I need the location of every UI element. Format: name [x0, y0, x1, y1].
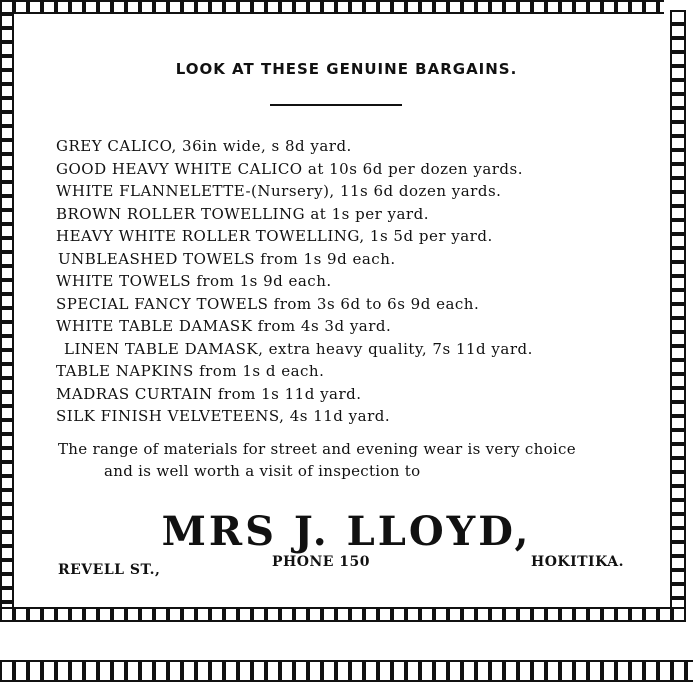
note-line: and is well worth a visit of inspection to	[104, 462, 421, 480]
list-item: LINEN TABLE DAMASK, extra heavy quality, 7s 11d yard.	[64, 339, 533, 358]
list-item: MADRAS CURTAIN from 1s 11d yard.	[56, 384, 362, 403]
list-item: SPECIAL FANCY TOWELS from 3s 6d to 6s 9d each.	[56, 294, 480, 313]
closing-note	[58, 438, 576, 482]
list-item: WHITE TOWELS from 1s 9d each.	[56, 272, 332, 290]
list-item: WHITE FLANNELETTE-(Nursery), 11s 6d dozen yards.	[56, 182, 502, 200]
divider-rule	[270, 104, 402, 106]
list-item: TABLE NAPKINS from 1s d each.	[56, 362, 325, 380]
list-item: GOOD HEAVY WHITE CALICO at 10s 6d per dozen yards.	[56, 159, 523, 178]
phone-number: PHONE 150	[272, 554, 371, 570]
store-name: MRS J. LLOYD,	[161, 508, 532, 555]
list-item: UNBLEASHED TOWELS from 1s 9d each.	[58, 249, 396, 268]
headline: LOOK AT THESE GENUINE BARGAINS.	[175, 60, 518, 78]
list-item: HEAVY WHITE ROLLER TOWELLING, 1s 5d per yard.	[56, 227, 493, 245]
street-address: REVELL ST.,	[58, 562, 161, 578]
top-border	[0, 0, 664, 14]
list-item: SILK FINISH VELVETEENS, 4s 11d yard.	[56, 407, 391, 425]
list-item: WHITE TABLE DAMASK from 4s 3d yard.	[56, 317, 392, 335]
bargain-list	[56, 135, 533, 428]
bottom-border	[0, 607, 686, 622]
list-item: GREY CALICO, 36in wide, s 8d yard.	[56, 137, 352, 155]
town-name: HOKITIKA.	[531, 554, 624, 570]
list-item: BROWN ROLLER TOWELLING at 1s per yard.	[56, 204, 429, 223]
note-line: The range of materials for street and evening wear is very choice	[58, 440, 576, 458]
next-advert-border	[0, 660, 693, 682]
